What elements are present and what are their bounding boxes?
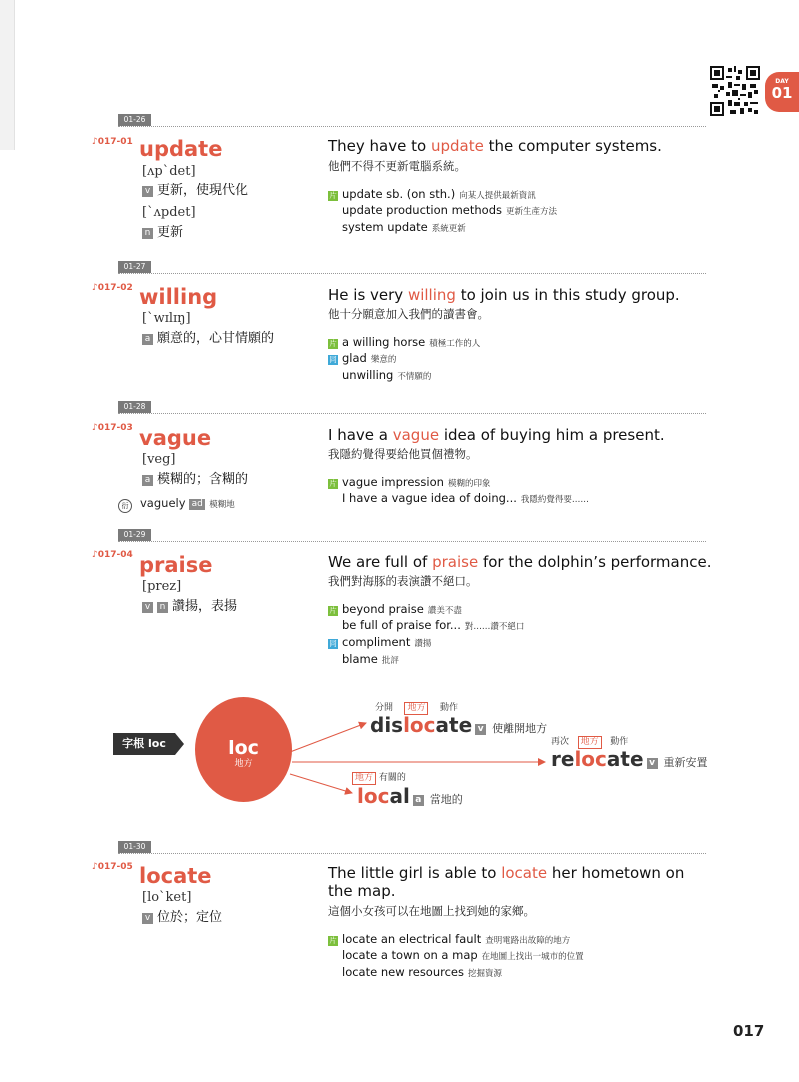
- part-root: 地方: [404, 702, 428, 715]
- phrase-en: I have a vague idea of doing...: [342, 491, 517, 505]
- phrase-zh: 我隱約覺得要……: [520, 495, 589, 505]
- phrase-zh: 挖掘資源: [468, 969, 503, 979]
- root-word-relocate: [551, 747, 708, 775]
- definition-text: 更新，使現代化: [157, 183, 249, 198]
- phrase-en: unwilling: [342, 368, 394, 382]
- phrase-tag: 片: [329, 339, 337, 348]
- phrase-item: [328, 617, 524, 635]
- audio-track[interactable]: ♪017-05: [92, 862, 133, 872]
- sentence-text: to join us in this study group.: [455, 286, 680, 304]
- word-suffix: ate: [606, 747, 644, 771]
- sentence-translation: 他十分願意加入我們的讀書會。: [328, 307, 489, 321]
- sentence-translation: 這個小女孩可以在地圖上找到她的家鄉。: [328, 904, 535, 918]
- phrase-tag: 同: [329, 355, 337, 364]
- sentence-highlight: update: [430, 137, 484, 155]
- entry-code: 01-26: [118, 114, 151, 126]
- phrase-item: [328, 490, 589, 508]
- phrase-zh: 讚美不盡: [427, 606, 462, 616]
- pos-badge: v: [475, 724, 486, 735]
- derivative: [118, 496, 235, 513]
- part-suffix: 動作: [610, 737, 629, 747]
- phrase-en: compliment: [342, 635, 411, 649]
- sentence-highlight: praise: [432, 553, 479, 571]
- sentence-text: for the dolphin’s performance.: [478, 553, 712, 571]
- part-suffix: 動作: [439, 703, 458, 713]
- definition: [142, 225, 183, 241]
- day-tab-label: DAY: [775, 78, 789, 85]
- definition: [142, 331, 274, 347]
- sentence-text: He is very: [328, 286, 408, 304]
- phrase-zh: 不情願的: [397, 372, 432, 382]
- phrase-en: locate an electrical fault: [342, 932, 482, 946]
- day-tab[interactable]: [765, 72, 799, 112]
- sentence-text: We are full of: [328, 553, 433, 571]
- entry-divider: [118, 273, 706, 274]
- root-word-local: [357, 784, 463, 812]
- word-suffix: ate: [435, 713, 473, 737]
- phrase-item: [328, 219, 466, 237]
- phrase-en: be full of praise for...: [342, 618, 461, 632]
- entry-code: 01-29: [118, 529, 151, 541]
- phonetic: [veg]: [142, 452, 176, 467]
- phrase-item: [328, 651, 399, 669]
- derivative-word: vaguely: [140, 496, 186, 510]
- phrase-item: [328, 634, 431, 652]
- phrase-item: [328, 367, 431, 385]
- definition-text: 更新: [157, 225, 184, 240]
- word-zh: 使離開地方: [492, 722, 548, 735]
- phrase-tag: 片: [329, 936, 337, 945]
- sentence-highlight: locate: [501, 864, 548, 882]
- pos-badge: ad: [189, 499, 205, 510]
- phrase-zh: 模糊的印象: [447, 479, 491, 489]
- definition: [142, 599, 237, 615]
- pos-badge: v: [142, 602, 153, 613]
- entry-divider: [118, 853, 706, 854]
- arrow-local: [290, 774, 352, 793]
- definition: [142, 472, 248, 488]
- headword: praise: [139, 553, 213, 577]
- phrase-zh: 查明電路出故障的地方: [485, 936, 571, 946]
- phrase-item: [328, 350, 396, 368]
- root-word: loc: [228, 737, 259, 759]
- phrase-tag: 同: [329, 639, 337, 648]
- pos-badge: n: [157, 602, 168, 613]
- page-number: 017: [733, 1022, 765, 1040]
- pos-badge: v: [142, 913, 153, 924]
- entry-divider: [118, 126, 706, 127]
- example-sentence: [328, 553, 728, 571]
- sentence-text: I have a: [328, 426, 393, 444]
- phrase-en: glad: [342, 351, 367, 365]
- root-label: 字根 loc: [113, 733, 175, 755]
- pos-badge: a: [413, 795, 424, 806]
- phonetic: [`wɪlɪŋ]: [142, 311, 191, 326]
- phrase-zh: 更新生產方法: [505, 207, 557, 217]
- entry-divider: [118, 541, 706, 542]
- word-root: loc: [403, 713, 436, 737]
- sentence-text: her hometown on the map.: [328, 864, 685, 900]
- entry-code: 01-27: [118, 261, 151, 273]
- example-sentence: [328, 137, 708, 155]
- phrase-en: blame: [342, 652, 378, 666]
- phrase-tag: 片: [329, 191, 337, 200]
- word-suffix: al: [389, 784, 410, 808]
- phrase-zh: 系統更新: [431, 224, 466, 234]
- root-word-dislocate: [370, 713, 547, 741]
- phrase-en: update production methods: [342, 203, 502, 217]
- example-sentence: [328, 864, 706, 900]
- pos-badge: v: [647, 758, 658, 769]
- headword: willing: [139, 285, 218, 309]
- audio-track[interactable]: ♪017-02: [92, 283, 133, 293]
- entry-code: 01-30: [118, 841, 151, 853]
- pos-badge: n: [142, 228, 153, 239]
- word-root: loc: [574, 747, 607, 771]
- part-root: 地方: [578, 736, 602, 749]
- phrase-en: locate new resources: [342, 965, 464, 979]
- phrase-zh: 對……讚不絕口: [464, 622, 525, 632]
- phrase-zh: 樂意的: [370, 355, 397, 365]
- phrase-zh: 積極工作的人: [429, 339, 481, 349]
- example-sentence: [328, 286, 708, 304]
- phrase-zh: 讚揚: [414, 639, 432, 649]
- phrase-zh: 批評: [381, 656, 399, 666]
- phrase-zh: 向某人提供最新資訊: [459, 191, 536, 201]
- entry-code: 01-28: [118, 401, 151, 413]
- root-circle: [195, 697, 292, 802]
- phonetic: [prez]: [142, 579, 182, 594]
- derivative-zh: 模糊地: [209, 500, 235, 510]
- sentence-text: They have to: [328, 137, 431, 155]
- page-edge: [0, 0, 15, 150]
- phonetic: [`ʌpdet]: [142, 205, 196, 220]
- phrase-en: locate a town on a map: [342, 948, 478, 962]
- phrase-item: [328, 947, 584, 965]
- phrase-en: update sb. (on sth.): [342, 187, 456, 201]
- word-zh: 重新安置: [663, 756, 708, 769]
- headword: update: [139, 137, 223, 161]
- word-root: loc: [357, 784, 390, 808]
- phrase-en: beyond praise: [342, 602, 424, 616]
- derivative-icon: 衍: [118, 499, 132, 513]
- pos-badge: a: [142, 334, 153, 345]
- headword: vague: [139, 426, 212, 450]
- morpheme-parts: [352, 770, 406, 785]
- definition-text: 讚揚，表揚: [172, 599, 238, 614]
- audio-track[interactable]: ♪017-03: [92, 423, 133, 433]
- definition-text: 願意的，心甘情願的: [157, 331, 275, 346]
- audio-track[interactable]: ♪017-01: [92, 137, 133, 147]
- sentence-translation: 他們不得不更新電腦系統。: [328, 159, 466, 173]
- qr-code-icon[interactable]: [710, 66, 760, 116]
- entry-divider: [118, 413, 706, 414]
- word-prefix: re: [551, 747, 575, 771]
- part-prefix: 分開: [375, 703, 394, 713]
- arrow-dislocate: [290, 723, 366, 752]
- sentence-text: idea of buying him a present.: [439, 426, 665, 444]
- phrase-item: [328, 202, 557, 220]
- phrase-tag: 片: [329, 606, 337, 615]
- part-prefix: 再次: [551, 737, 570, 747]
- sentence-highlight: willing: [407, 286, 456, 304]
- phrase-en: system update: [342, 220, 428, 234]
- phrase-en: a willing horse: [342, 335, 426, 349]
- sentence-translation: 我隱約覺得要給他買個禮物。: [328, 447, 478, 461]
- phrase-tag: 片: [329, 479, 337, 488]
- phonetic: [lo`ket]: [142, 890, 192, 905]
- sentence-text: the computer systems.: [483, 137, 662, 155]
- example-sentence: [328, 426, 708, 444]
- part-root: 地方: [352, 772, 376, 785]
- root-label-pointer: [175, 733, 184, 755]
- definition-text: 位於；定位: [157, 910, 223, 925]
- headword: locate: [139, 864, 212, 888]
- definition: [142, 183, 248, 199]
- phrase-zh: 在地圖上找出一城市的位置: [481, 952, 584, 962]
- phonetic: [ʌp`det]: [142, 164, 196, 179]
- word-prefix: dis: [370, 713, 404, 737]
- phrase-item: [328, 964, 502, 982]
- part-suffix: 有關的: [378, 773, 406, 783]
- phrase-en: vague impression: [342, 475, 444, 489]
- pos-badge: v: [142, 186, 153, 197]
- word-zh: 當地的: [429, 793, 463, 806]
- definition-text: 模糊的；含糊的: [157, 472, 249, 487]
- root-meaning: 地方: [234, 759, 253, 769]
- sentence-text: The little girl is able to: [328, 864, 502, 882]
- audio-track[interactable]: ♪017-04: [92, 550, 133, 560]
- definition: [142, 910, 222, 926]
- pos-badge: a: [142, 475, 153, 486]
- sentence-highlight: vague: [392, 426, 440, 444]
- sentence-translation: 我們對海豚的表演讚不絕口。: [328, 574, 478, 588]
- day-tab-number: 01: [771, 84, 793, 102]
